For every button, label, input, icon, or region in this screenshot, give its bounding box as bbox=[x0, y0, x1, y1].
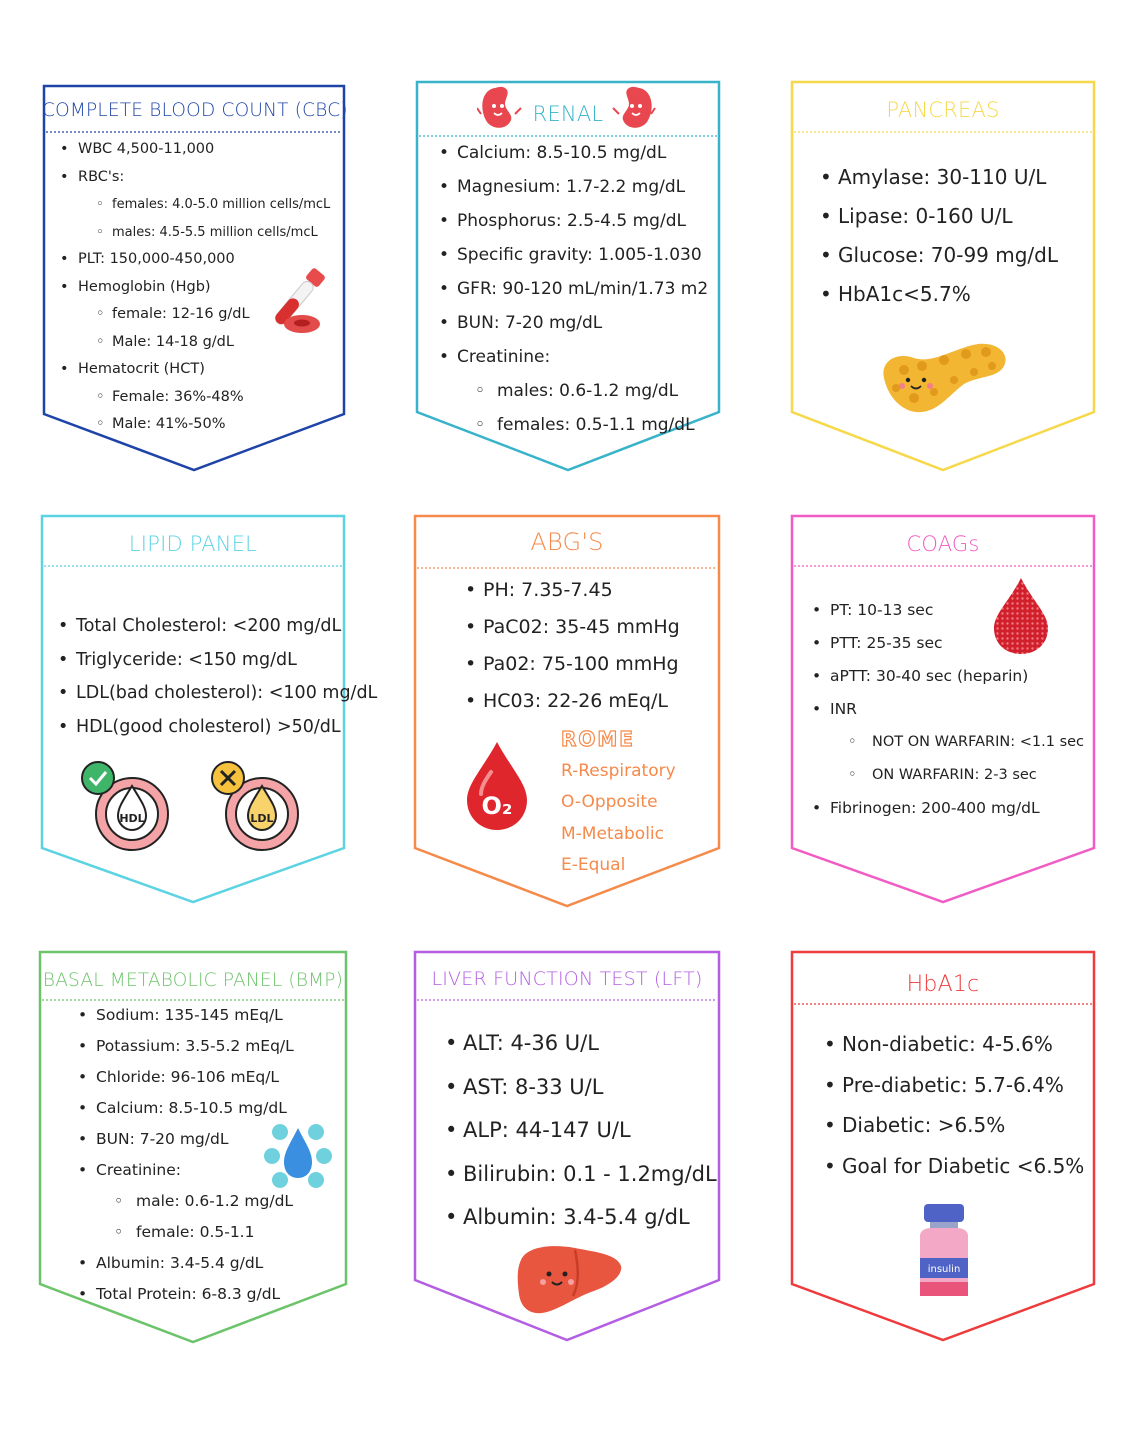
rome-heading: ROME bbox=[561, 727, 635, 751]
list-item: ◦ males: 0.6-1.2 mg/dL bbox=[457, 374, 708, 408]
lft-card bbox=[413, 950, 721, 1344]
rome-line: E-Equal bbox=[561, 855, 626, 875]
lipid-list bbox=[76, 610, 377, 744]
list-item: • Albumin: 3.4-5.4 g/dL bbox=[96, 1248, 294, 1279]
coags-title: COAGs bbox=[906, 532, 980, 556]
hdl-good-icon bbox=[78, 758, 178, 854]
pancreas-list bbox=[838, 158, 1058, 314]
list-item: • Pa02: 75-100 mmHg bbox=[483, 646, 680, 683]
list-item: ◦ Male: 41%-50% bbox=[78, 411, 330, 439]
list-item: • Goal for Diabetic <6.5% bbox=[842, 1146, 1084, 1187]
rome-line: R-Respiratory bbox=[561, 760, 676, 781]
electrolytes-icon bbox=[262, 1120, 334, 1192]
list-item: • Amylase: 30-110 U/L bbox=[838, 158, 1058, 197]
rome-line: M-Metabolic bbox=[561, 823, 664, 844]
bmp-title: BASAL METABOLIC PANEL (BMP) bbox=[42, 970, 344, 991]
lft-title: LIVER FUNCTION TEST (LFT) bbox=[431, 968, 703, 990]
hba1c-card bbox=[790, 950, 1096, 1344]
abg-title: ABG'S bbox=[530, 528, 604, 556]
abg-list bbox=[483, 572, 680, 720]
abg-card bbox=[413, 514, 721, 908]
list-item: • PaC02: 35-45 mmHg bbox=[483, 609, 680, 646]
list-item: • INR bbox=[830, 693, 1084, 726]
list-item: • Hemoglobin (Hgb) bbox=[78, 274, 330, 302]
list-item: • Phosphorus: 2.5-4.5 mg/dL bbox=[457, 204, 708, 238]
list-item: • Non-diabetic: 4-5.6% bbox=[842, 1024, 1084, 1065]
lft-list bbox=[463, 1022, 717, 1240]
rome-line: O-Opposite bbox=[561, 792, 658, 812]
cbc-card bbox=[42, 84, 346, 472]
list-item: • Bilirubin: 0.1 - 1.2mg/dL bbox=[463, 1153, 717, 1197]
list-item: • BUN: 7-20 mg/dL bbox=[96, 1124, 294, 1155]
list-item: ◦ males: 4.5-5.5 million cells/mcL bbox=[78, 219, 330, 247]
list-item: ◦ Female: 36%-48% bbox=[78, 384, 330, 412]
list-item: • Sodium: 135-145 mEq/L bbox=[96, 1000, 294, 1031]
list-item: ◦ females: 0.5-1.1 mg/dL bbox=[457, 408, 708, 442]
list-item: • Albumin: 3.4-5.4 g/dL bbox=[463, 1196, 717, 1240]
hba1c-list bbox=[842, 1024, 1084, 1186]
hdl-label: HDL bbox=[119, 812, 145, 825]
list-item: • Creatinine: bbox=[96, 1155, 294, 1186]
list-item: • Potassium: 3.5-5.2 mEq/L bbox=[96, 1031, 294, 1062]
list-item: ◦ NOT ON WARFARIN: <1.1 sec bbox=[830, 726, 1084, 759]
pancreas-card bbox=[790, 80, 1096, 472]
list-item: • ALP: 44-147 U/L bbox=[463, 1109, 717, 1153]
list-item: • Creatinine: bbox=[457, 340, 708, 374]
list-item: ◦ female: 12-16 g/dL bbox=[78, 301, 330, 329]
liver-icon bbox=[513, 1240, 625, 1318]
list-item: • AST: 8-33 U/L bbox=[463, 1066, 717, 1110]
list-item: • GFR: 90-120 mL/min/1.73 m2 bbox=[457, 272, 708, 306]
list-item: • Triglyceride: <150 mg/dL bbox=[76, 644, 377, 678]
list-item: • PT: 10-13 sec bbox=[830, 594, 1084, 627]
list-item: • RBC's: bbox=[78, 164, 330, 192]
list-item: ◦ ON WARFARIN: 2-3 sec bbox=[830, 759, 1084, 792]
list-item: • Specific gravity: 1.005-1.030 bbox=[457, 238, 708, 272]
list-item: • LDL(bad cholesterol): <100 mg/dL bbox=[76, 677, 377, 711]
list-item: • Chloride: 96-106 mEq/L bbox=[96, 1062, 294, 1093]
insulin-label: insulin bbox=[927, 1264, 961, 1275]
o2-label: O₂ bbox=[481, 792, 513, 820]
pancreas-title: PANCREAS bbox=[886, 98, 1000, 122]
list-item: • PH: 7.35-7.45 bbox=[483, 572, 680, 609]
insulin-vial-icon bbox=[914, 1202, 974, 1302]
list-item: • Magnesium: 1.7-2.2 mg/dL bbox=[457, 170, 708, 204]
list-item: • BUN: 7-20 mg/dL bbox=[457, 306, 708, 340]
list-item: ◦ Male: 14-18 g/dL bbox=[78, 329, 330, 357]
list-item: • HDL(good cholesterol) >50/dL bbox=[76, 711, 377, 745]
list-item: • Total Cholesterol: <200 mg/dL bbox=[76, 610, 377, 644]
list-item: • PTT: 25-35 sec bbox=[830, 627, 1084, 660]
list-item: • aPTT: 30-40 sec (heparin) bbox=[830, 660, 1084, 693]
list-item: • Glucose: 70-99 mg/dL bbox=[838, 236, 1058, 275]
list-item: • HC03: 22-26 mEq/L bbox=[483, 683, 680, 720]
lipid-card bbox=[40, 514, 378, 906]
rome-mnemonic bbox=[561, 724, 676, 882]
renal-title: RENAL bbox=[532, 102, 604, 126]
list-item: • Hematocrit (HCT) bbox=[78, 356, 330, 384]
coags-card bbox=[790, 514, 1096, 906]
renal-list bbox=[457, 136, 708, 442]
list-item: • Total Protein: 6-8.3 g/dL bbox=[96, 1279, 294, 1310]
list-item: • PLT: 150,000-450,000 bbox=[78, 246, 330, 274]
list-item: • Calcium: 8.5-10.5 mg/dL bbox=[96, 1093, 294, 1124]
list-item: • Lipase: 0-160 U/L bbox=[838, 197, 1058, 236]
ldl-bad-icon bbox=[208, 758, 308, 854]
hba1c-title: HbA1c bbox=[906, 972, 980, 997]
list-item: • Pre-diabetic: 5.7-6.4% bbox=[842, 1065, 1084, 1106]
bmp-card bbox=[38, 950, 348, 1344]
cbc-title: COMPLETE BLOOD COUNT (CBC) bbox=[42, 100, 348, 121]
blood-drop-icon bbox=[990, 576, 1052, 656]
ldl-label: LDL bbox=[250, 812, 274, 825]
list-item: • HbA1c<5.7% bbox=[838, 275, 1058, 314]
list-item: • Calcium: 8.5-10.5 mg/dL bbox=[457, 136, 708, 170]
oxygen-drop-icon bbox=[461, 738, 533, 834]
list-item: ◦ female: 0.5-1.1 bbox=[96, 1217, 294, 1248]
list-item: • ALT: 4-36 U/L bbox=[463, 1022, 717, 1066]
list-item: • Fibrinogen: 200-400 mg/dL bbox=[830, 792, 1084, 825]
lipid-title: LIPID PANEL bbox=[128, 532, 258, 556]
pancreas-icon bbox=[874, 336, 1014, 416]
renal-card bbox=[415, 80, 721, 472]
list-item: • Diabetic: >6.5% bbox=[842, 1105, 1084, 1146]
list-item: ◦ females: 4.0-5.0 million cells/mcL bbox=[78, 191, 330, 219]
list-item: ◦ male: 0.6-1.2 mg/dL bbox=[96, 1186, 294, 1217]
list-item: • WBC 4,500-11,000 bbox=[78, 136, 330, 164]
blood-tube-icon bbox=[244, 260, 328, 344]
